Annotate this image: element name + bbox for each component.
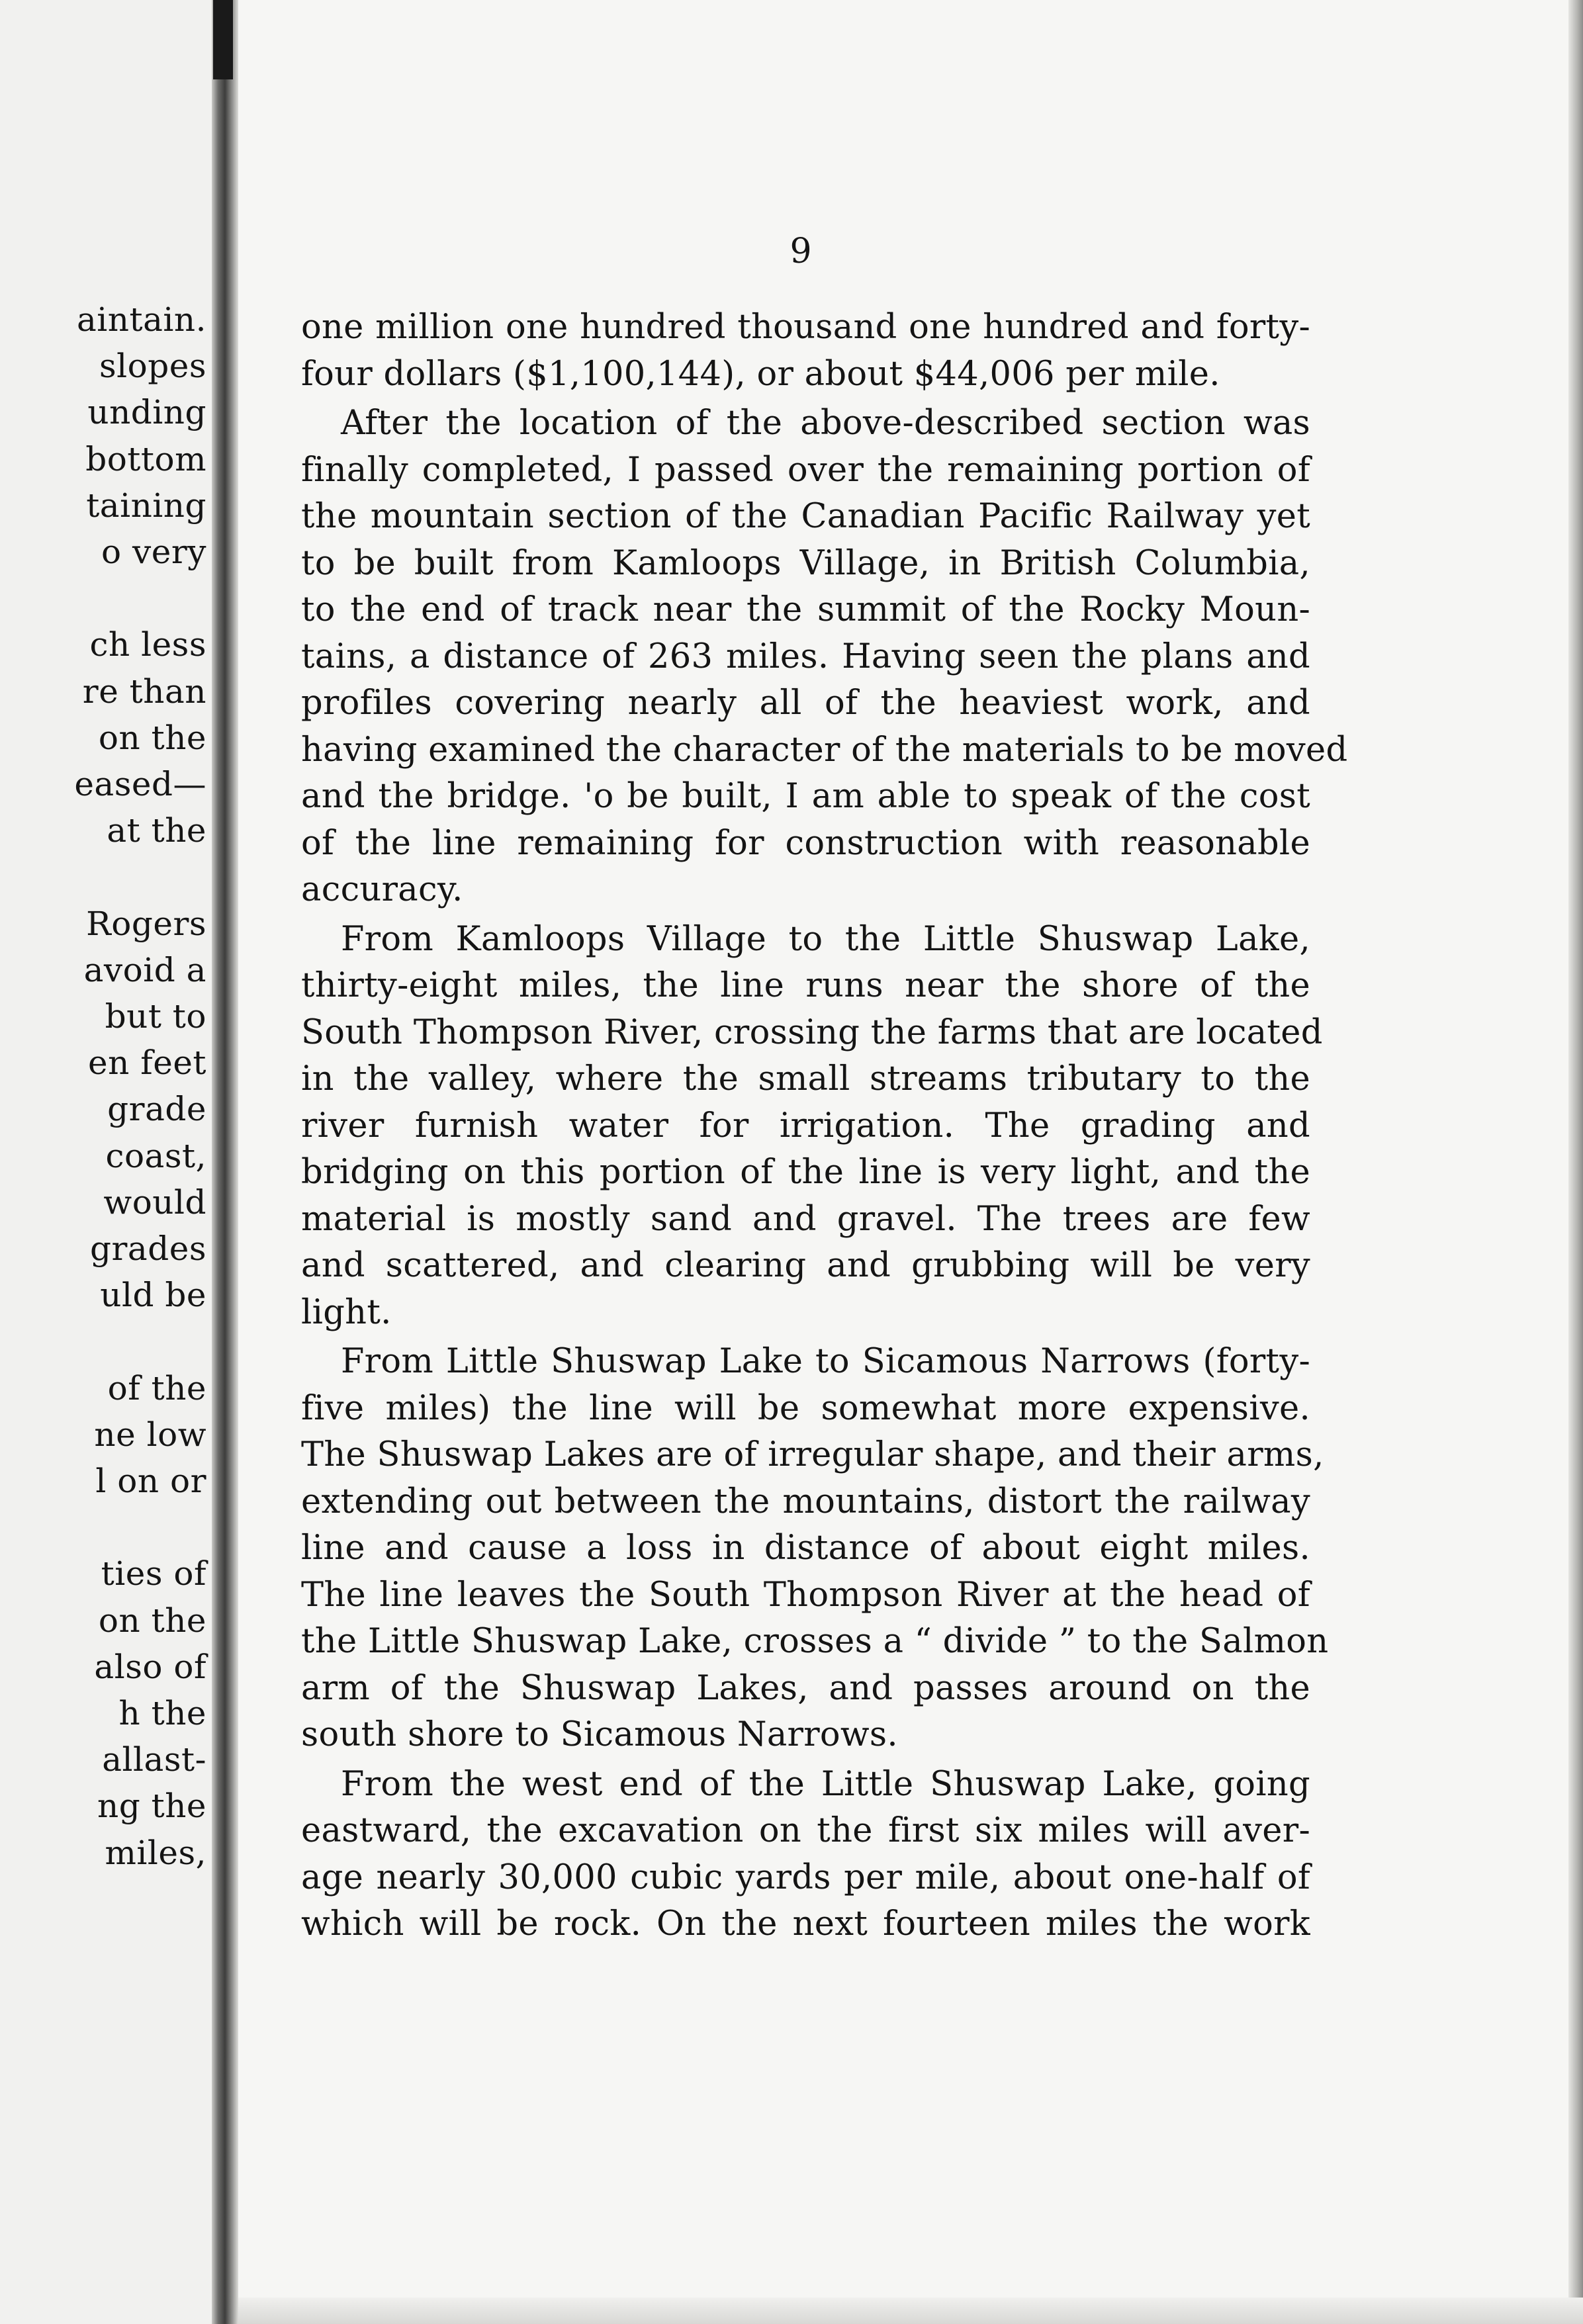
text-line: After the location of the above-described section was	[341, 404, 1310, 443]
facing-page-line: allast-	[102, 1740, 206, 1779]
text-line: five miles) the line will be somewhat more expensive.	[301, 1388, 1310, 1428]
text-line: age nearly 30,000 cubic yards per mile, about one-half of	[301, 1857, 1310, 1897]
facing-page-line: grade	[107, 1090, 206, 1129]
facing-page-line: but to	[105, 997, 206, 1036]
facing-page-line: ties of	[101, 1554, 206, 1593]
facing-page-line: unding	[87, 393, 206, 432]
facing-page-line: ch less	[89, 625, 206, 664]
facing-page-line: on the	[98, 1601, 206, 1640]
text-line: finally completed, I passed over the remaining portion of	[301, 450, 1310, 490]
facing-page-line: aintain.	[77, 300, 206, 339]
text-line: extending out between the mountains, distort the railway	[301, 1482, 1310, 1521]
facing-page-line: bottom	[85, 439, 206, 478]
facing-page-line: at the	[107, 811, 206, 850]
text-line: From Kamloops Village to the Little Shuswap Lake,	[341, 919, 1310, 959]
facing-page-line: Rogers	[86, 904, 206, 943]
text-line: having examined the character of the materials to be moved	[301, 730, 1348, 770]
facing-page-line: uld be	[100, 1276, 206, 1315]
text-line: South Thompson River, crossing the farms that are located	[301, 1012, 1323, 1052]
facing-page-line: eased—	[74, 765, 206, 803]
text-line: to be built from Kamloops Village, in British Columbia,	[301, 543, 1310, 583]
text-line: south shore to Sicamous Narrows.	[301, 1715, 898, 1754]
facing-page-line: ne low	[94, 1415, 206, 1454]
text-line: bridging on this portion of the line is very light, and the	[301, 1153, 1310, 1192]
text-line: material is mostly sand and gravel. The trees are few	[301, 1199, 1310, 1239]
text-line: tains, a distance of 263 miles. Having seen the plans and	[301, 637, 1310, 676]
facing-page-line: also of	[94, 1647, 206, 1686]
page-bottom-shadow	[238, 2298, 1583, 2324]
facing-page-line: on the	[98, 718, 206, 757]
page-edge	[1568, 0, 1583, 2324]
facing-page-line: l on or	[95, 1462, 206, 1500]
facing-page-line: h the	[118, 1694, 206, 1732]
page-number: 9	[790, 232, 812, 271]
book-gutter	[212, 0, 238, 2324]
text-line: light.	[301, 1292, 392, 1332]
facing-page-line: ng the	[97, 1787, 206, 1826]
text-line: From the west end of the Little Shuswap Lake, going	[341, 1764, 1310, 1804]
text-line: and scattered, and clearing and grubbing will be very	[301, 1246, 1310, 1285]
text-line: profiles covering nearly all of the heaviest work, and	[301, 684, 1310, 723]
text-line: the Little Shuswap Lake, crosses a “ divide ” to the Salmon	[301, 1622, 1329, 1661]
text-line: eastward, the excavation on the first six miles will aver-	[301, 1811, 1310, 1850]
text-line: four dollars ($1,100,144), or about $44,006 per mile.	[301, 354, 1220, 394]
text-line: to the end of track near the summit of the Rocky Moun-	[301, 590, 1310, 629]
facing-page-line: taining	[86, 486, 206, 525]
text-line: river furnish water for irrigation. The grading and	[301, 1106, 1310, 1145]
paragraph	[301, 400, 1348, 914]
text-line: line and cause a loss in distance of about eight miles.	[301, 1529, 1310, 1568]
text-line: and the bridge. 'o be built, I am able to speak of the cost	[301, 777, 1310, 816]
paragraph	[301, 304, 1310, 398]
facing-page-line: miles,	[105, 1833, 206, 1872]
text-line: of the line remaining for construction with reasonable	[301, 823, 1310, 863]
text-line: The line leaves the South Thompson River at the head of	[301, 1575, 1310, 1615]
text-line: accuracy.	[301, 870, 463, 909]
facing-page-line: avoid a	[83, 950, 206, 989]
facing-page-line: slopes	[99, 347, 206, 386]
text-line: From Little Shuswap Lake to Sicamous Narrows (forty-	[341, 1342, 1310, 1381]
text-line: The Shuswap Lakes are of irregular shape, and their arms,	[301, 1435, 1324, 1474]
facing-page-line: grades	[90, 1229, 206, 1268]
paragraph	[301, 1762, 1310, 1948]
paragraph	[301, 1339, 1329, 1759]
facing-page-line: o very	[101, 533, 206, 571]
facing-page-line: re than	[82, 672, 206, 711]
text-line: arm of the Shuswap Lakes, and passes around on the	[301, 1668, 1310, 1708]
text-line: in the valley, where the small streams tributary to the	[301, 1059, 1310, 1098]
facing-page-line: coast,	[105, 1136, 206, 1175]
text-line: one million one hundred thousand one hundred and forty-	[301, 308, 1310, 347]
facing-page-fragment	[0, 0, 212, 2324]
text-line: thirty-eight miles, the line runs near the shore of the	[301, 966, 1310, 1005]
text-line: which will be rock. On the next fourteen miles the work	[301, 1904, 1310, 1944]
facing-page-line: of the	[107, 1368, 206, 1408]
text-line: the mountain section of the Canadian Pacific Railway yet	[301, 497, 1310, 536]
facing-page-line: en feet	[88, 1044, 206, 1083]
facing-page-line: would	[103, 1183, 206, 1222]
paragraph	[301, 916, 1323, 1337]
gutter-dark-mark	[213, 0, 233, 79]
text-column	[301, 304, 1348, 1948]
